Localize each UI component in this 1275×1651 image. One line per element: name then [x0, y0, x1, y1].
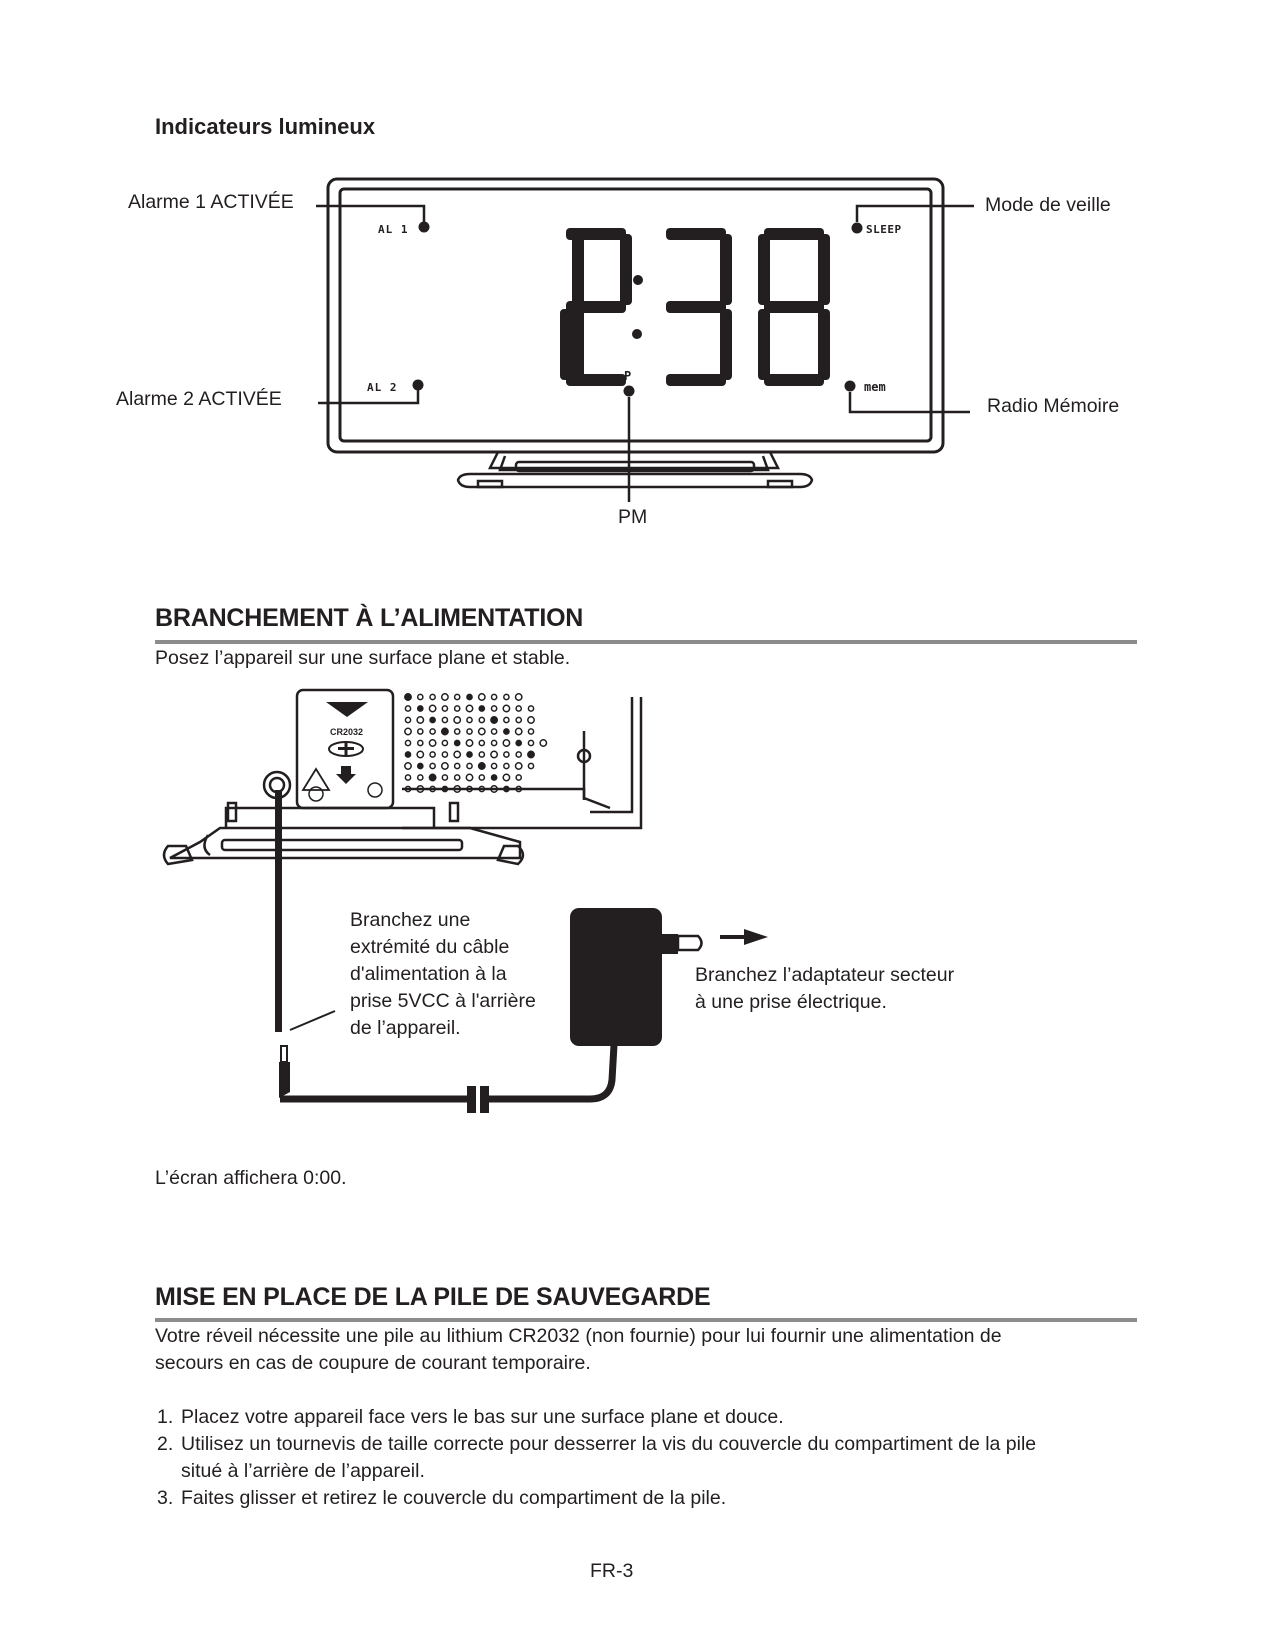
grille-hole [504, 752, 509, 757]
grille-hole [528, 751, 534, 757]
grille-hole [516, 717, 521, 722]
battery-section-rule [155, 1318, 1137, 1322]
grille-hole [492, 706, 497, 711]
grille-hole [418, 775, 423, 780]
grille-hole [405, 694, 411, 700]
callout-alarm2-label: Alarme 2 ACTIVÉE [116, 388, 282, 410]
grille-hole [504, 763, 509, 768]
list-item [155, 1404, 1115, 1431]
ac-plug-instruction [695, 962, 1015, 1016]
grille-hole [442, 728, 448, 734]
grille-hole [417, 751, 423, 757]
grille-hole [492, 740, 497, 745]
grille-hole [405, 752, 410, 757]
grille-hole [455, 729, 460, 734]
grille-hole [479, 717, 484, 722]
grille-hole [467, 763, 472, 768]
grille-hole [466, 705, 472, 711]
grille-hole [504, 717, 509, 722]
grille-hole [467, 752, 472, 757]
indicators-title: Indicateurs lumineux [155, 114, 376, 139]
battery-intro-line: secours en cas de coupure de courant temporaire. [155, 1352, 591, 1374]
grille-hole [479, 728, 485, 734]
battery-compartment-marks [303, 702, 382, 801]
grille-hole [491, 751, 497, 757]
grille-hole [503, 740, 509, 746]
grille-hole [405, 717, 410, 722]
grille-hole [405, 740, 410, 745]
grille-hole [430, 717, 435, 722]
grille-hole [491, 717, 497, 723]
grille-hole [405, 775, 410, 780]
grille-hole [540, 740, 546, 746]
grille-hole [442, 763, 448, 769]
grille-hole [528, 729, 533, 734]
callout-pm-label: PM [618, 506, 648, 528]
battery-intro-text [155, 1323, 1115, 1377]
ac-instruction-line: à une prise électrique. [695, 991, 887, 1013]
grille-hole [405, 706, 410, 711]
grille-hole [516, 694, 522, 700]
dc-instruction-line: Branchez une [350, 909, 471, 931]
grille-hole [429, 740, 435, 746]
grille-hole [429, 774, 435, 780]
grille-hole [492, 775, 497, 780]
step-number: 3. [157, 1487, 174, 1509]
grille-hole [492, 763, 497, 768]
grille-hole [479, 694, 485, 700]
grille-hole [479, 763, 485, 769]
al1-display-text: AL 1 [378, 223, 409, 236]
speaker-grille [405, 694, 547, 792]
grille-hole [466, 774, 472, 780]
grille-hole [479, 752, 484, 757]
grille-hole [479, 740, 484, 745]
grille-hole [492, 694, 497, 699]
grille-hole [430, 752, 435, 757]
dc-plug-instruction [350, 907, 580, 1042]
dc-instruction-line: d'alimentation à la [350, 963, 507, 985]
grille-hole [454, 751, 460, 757]
al2-display-text: AL 2 [367, 381, 398, 394]
grille-hole [418, 763, 423, 768]
power-intro-text: Posez l’appareil sur une surface plane et stable. [155, 647, 571, 669]
p-display-text: P [624, 369, 632, 383]
grille-hole [454, 717, 460, 723]
grille-hole [442, 717, 447, 722]
grille-hole [442, 775, 447, 780]
grille-hole [467, 694, 472, 699]
list-item [155, 1485, 1115, 1512]
grille-hole [503, 774, 509, 780]
ac-instruction-line: Branchez l’adaptateur secteur [695, 964, 955, 986]
grille-hole [417, 717, 423, 723]
list-item [155, 1431, 1115, 1485]
grille-hole [430, 729, 435, 734]
grille-hole [479, 775, 484, 780]
battery-section-title: MISE EN PLACE DE LA PILE DE SAUVEGARDE [155, 1283, 711, 1311]
battery-cr2032-label: CR2032 [330, 727, 364, 737]
grille-hole [528, 763, 533, 768]
grille-hole [516, 706, 521, 711]
battery-intro-line: Votre réveil nécessite une pile au lithium CR2032 (non fournie) pour lui fournir une alimentation de [155, 1325, 1002, 1347]
callout-sleep-label: Mode de veille [985, 194, 1111, 216]
grille-hole [467, 729, 472, 734]
battery-steps-list [155, 1404, 1115, 1512]
grille-hole [492, 729, 497, 734]
step-number: 1. [157, 1406, 174, 1428]
grille-hole [418, 694, 423, 699]
grille-hole [430, 763, 435, 768]
grille-hole [504, 786, 509, 791]
grille-hole [504, 694, 509, 699]
display-note-text: L’écran affichera 0:00. [155, 1167, 347, 1189]
step-text: Utilisez un tournevis de taille correcte pour desserrer la vis du couvercle du compartiment de la pile [181, 1433, 1037, 1455]
grille-hole [418, 740, 423, 745]
grille-hole [442, 694, 448, 700]
grille-hole [455, 694, 460, 699]
callout-alarm1-label: Alarme 1 ACTIVÉE [128, 191, 294, 213]
grille-hole [516, 752, 521, 757]
mem-display-text: mem [864, 380, 886, 394]
power-section-title: BRANCHEMENT À L’ALIMENTATION [155, 604, 584, 632]
grille-hole [405, 763, 411, 769]
grille-hole [466, 740, 472, 746]
grille-hole [528, 706, 533, 711]
grille-hole [442, 786, 447, 791]
step-text: situé à l’arrière de l’appareil. [181, 1460, 425, 1482]
grille-hole [455, 775, 460, 780]
dc-instruction-line: de l’appareil. [350, 1017, 461, 1039]
grille-hole [418, 706, 423, 711]
grille-hole [467, 717, 472, 722]
grille-hole [405, 728, 411, 734]
grille-hole [429, 705, 435, 711]
grille-hole [503, 705, 509, 711]
grille-hole [516, 775, 521, 780]
grille-hole [516, 728, 522, 734]
grille-hole [528, 740, 533, 745]
grille-hole [455, 706, 460, 711]
grille-hole [528, 717, 534, 723]
grille-hole [516, 740, 521, 745]
grille-hole [442, 740, 447, 745]
step-text: Faites glisser et retirez le couvercle du compartiment de la pile. [181, 1487, 727, 1509]
grille-hole [455, 763, 460, 768]
sleep-display-text: SLEEP [866, 223, 902, 236]
page-number: FR-3 [590, 1560, 634, 1582]
grille-hole [442, 752, 447, 757]
dc-instruction-line: extrémité du câble [350, 936, 510, 958]
grille-hole [504, 729, 509, 734]
callout-memory-label: Radio Mémoire [987, 395, 1120, 417]
step-number: 2. [157, 1433, 174, 1455]
grille-hole [418, 729, 423, 734]
grille-hole [516, 763, 522, 769]
grille-hole [455, 740, 460, 745]
grille-hole [442, 706, 447, 711]
step-text: Placez votre appareil face vers le bas sur une surface plane et douce. [181, 1406, 784, 1428]
grille-hole [479, 706, 484, 711]
dc-instruction-line: prise 5VCC à l'arrière [350, 990, 536, 1012]
grille-hole [430, 694, 435, 699]
